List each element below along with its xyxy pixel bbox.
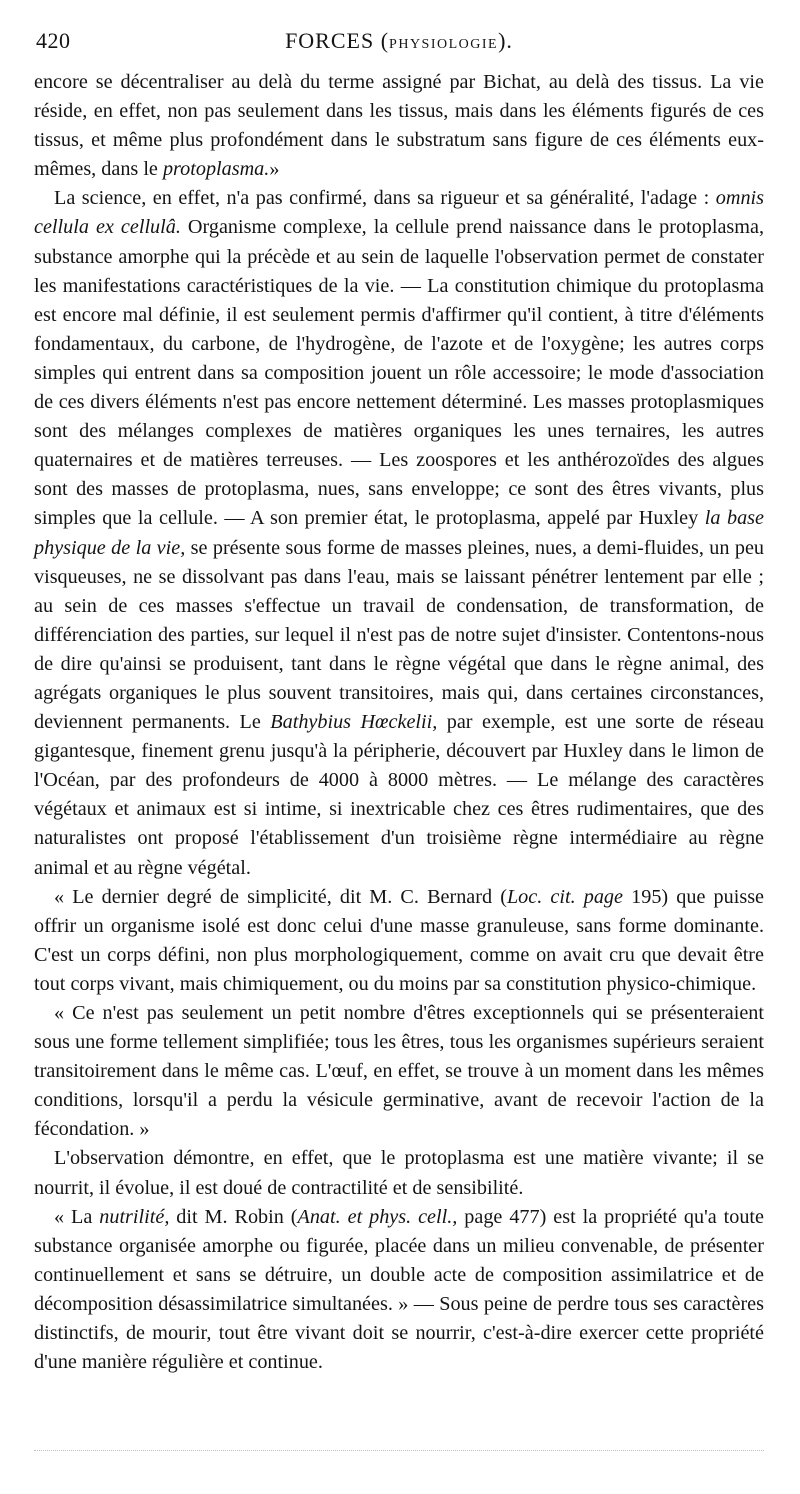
paragraph	[34, 184, 764, 882]
page-number: 420	[36, 28, 71, 53]
page-bottom-rule	[34, 1450, 764, 1451]
running-title-main: FORCES (	[285, 28, 390, 53]
italic-text: Anat. et phys. cell.,	[297, 1205, 458, 1228]
text-run: dit M. Robin (	[169, 1205, 298, 1228]
text-run: par exemple, est une sorte de réseau gigantesque, finement grenu jusqu'à la péripherie, découvert par Huxley dans le limon de l'Océan, par des profondeurs de 4000 à 8000 mètres. — Le mélange des caractères végétaux et animaux est si intime, si inextricable chez ces êtres rudimentaires, que des naturalistes ont proposé l'établissement d'un troisième règne intermédiaire au règne animal et au règne végétal.	[34, 711, 764, 879]
text-run: page 477) est la propriété qu'a toute substance organisée amorphe ou figurée, placée dans un milieu convenable, de présenter continuellement et sans se détruire, un double acte de composition assimilatrice et de décomposition désassimilatrice simultanées. » — Sous peine de perdre tous ses caractères distinctifs, de mourir, tout être vivant doit se nourrir, c'est-à-dire exercer cette propriété d'une manière régulière et continue.	[34, 1205, 765, 1374]
text-run: »	[269, 158, 280, 181]
text-run: « Le dernier degré de simplicité, dit M. C. Bernard (	[54, 885, 507, 908]
paragraph	[34, 1144, 764, 1202]
paragraph	[34, 883, 764, 999]
book-page	[34, 22, 764, 1472]
running-title-end: ).	[498, 28, 513, 53]
body-text	[34, 68, 764, 1377]
italic-text: Loc. cit. page	[506, 885, 623, 908]
page-header	[34, 22, 764, 68]
italic-text: Bathybius Hœckelii,	[270, 711, 438, 734]
paragraph	[34, 999, 764, 1144]
italic-text: la base physique de la vie,	[34, 507, 764, 559]
text-run: Organisme complexe, la cellule prend naissance dans le protoplasma, substance amorphe qui la précède et au sein de laquelle l'observation permet de constater les manifestations caractéristiques de la vie. — La constitution chimique du protoplasma est encore mal définie, il est seulement permis d'affirmer qu'il contient, à titre d'éléments fondamentaux, du carbone, de l'hydrogène, de l'azote et de l'oxygène; les autres corps simples qui entrent dans sa composition jouent un rôle accessoire; le mode d'association de ces divers éléments n'est pas encore nettement déterminé. Les masses protoplasmiques sont des mélanges complexes de matières organiques les unes ternaires, les autres quaternaires et de matières terreuses. — Les zoospores et les anthérozoïdes des algues sont des masses de protoplasma, nues, sans enveloppe; ce sont des êtres vivants, plus simples que la cellule. — A son premier état, le protoplasma, appelé par Huxley	[34, 216, 765, 530]
paragraph	[34, 1203, 764, 1378]
italic-text: protoplasma.	[162, 158, 270, 181]
running-title	[34, 28, 764, 54]
text-run: La science, en effet, n'a pas confirmé, dans sa rigueur et sa généralité, l'adage :	[54, 187, 716, 210]
text-run: « Ce n'est pas seulement un petit nombre d'êtres exceptionnels qui se présenteraient sous une forme tellement simplifiée; tous les êtres, tous les organismes supérieurs seraient transitoirement dans le même cas. L'œuf, en effet, se trouve à un moment dans les mêmes conditions, lorsqu'il a perdu la vésicule germinative, avant de recevoir l'action de la fécondation. »	[34, 1002, 764, 1141]
text-run: se présente sous forme de masses pleines, nues, a demi-fluides, un peu visqueuses, ne se dissolvant pas dans l'eau, mais se laissant pénétrer lentement par elle ; au sein de ces masses s'effectue un travail de condensation, de transformation, de différenciation des parties, sur lequel il n'est pas de notre sujet d'insister. Contentons-nous de dire qu'ainsi se produisent, tant dans le règne végétal que dans le règne animal, des agrégats organiques le plus souvent transitoires, mais qui, dans certaines circonstances, deviennent permanents. Le	[34, 536, 764, 734]
text-run: L'observation démontre, en effet, que le protoplasma est une matière vivante; il se nourrit, il évolue, il est doué de contractilité et de sensibilité.	[34, 1147, 764, 1199]
running-title-subject: PHYSIOLOGIE	[389, 37, 499, 52]
text-run: 195) que puisse offrir un organisme isolé est donc celui d'une masse granuleuse, sans forme dominante. C'est un corps défini, non plus morphologiquement, comme on avait cru que devait être tout corps vivant, mais chimiquement, ou du moins par sa constitution physico-chimique.	[34, 885, 765, 995]
paragraph	[34, 68, 764, 184]
italic-text: nutrilité,	[99, 1205, 170, 1228]
text-run: encore se décentraliser au delà du terme assigné par Bichat, au delà des tissus. La vie réside, en effet, non pas seulement dans les tissus, mais dans les éléments figurés de ces tissus, et même plus profondément dans le substratum sans figure de ces éléments eux-mêmes, dans le	[34, 71, 764, 181]
text-run: « La	[54, 1205, 100, 1228]
italic-text: omnis cellula ex cellulâ.	[34, 187, 764, 239]
